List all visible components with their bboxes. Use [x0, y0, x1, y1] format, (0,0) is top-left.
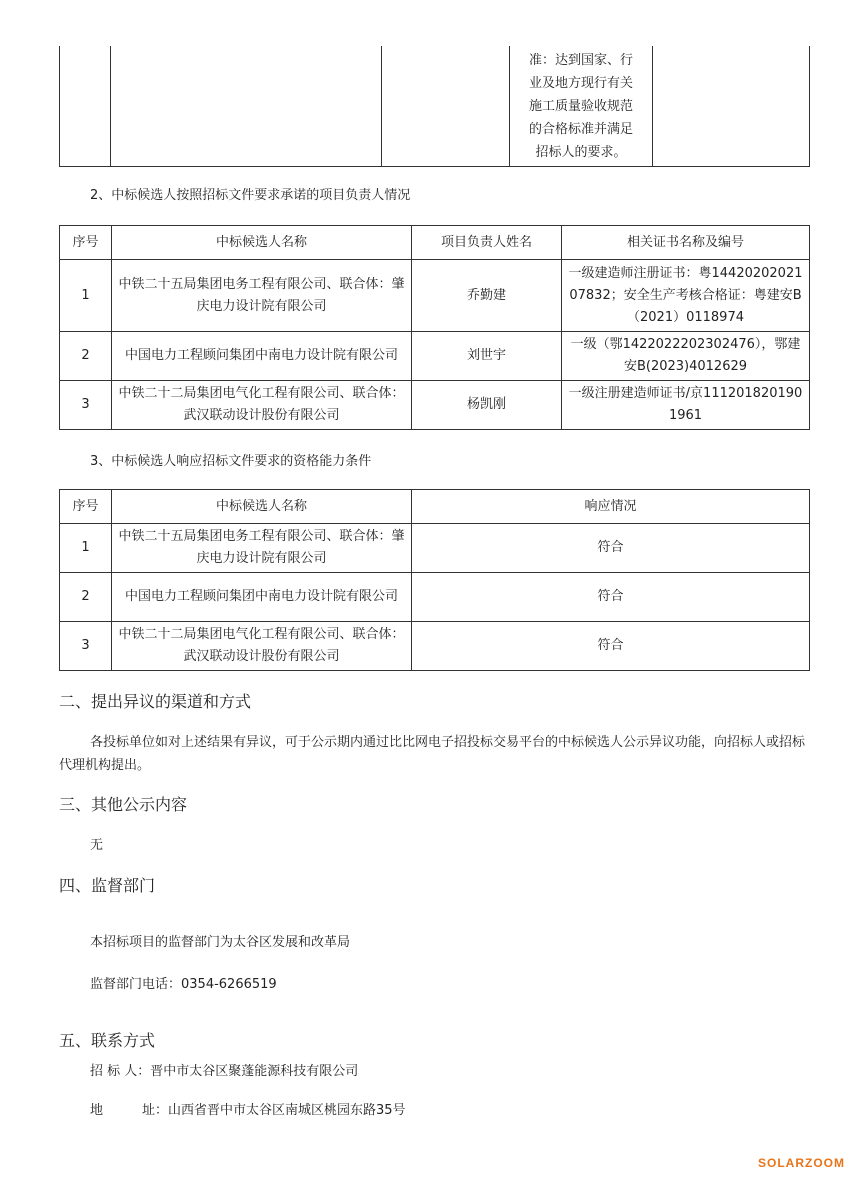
manager-name: 刘世宇 [412, 332, 562, 381]
other-heading: 三、其他公示内容 [59, 795, 188, 814]
contact-address: 地 址：山西省晋中市太谷区南城区桃园东路35号 [90, 1103, 406, 1118]
contact-tenderer: 招 标 人：晋中市太谷区聚蓬能源科技有限公司 [90, 1064, 359, 1079]
other-text: 无 [90, 838, 104, 853]
row-number: 1 [60, 524, 112, 573]
solarzoom-watermark: SOLARZOOM [758, 1156, 845, 1170]
qualification-table [59, 489, 810, 671]
manager-name: 杨凯刚 [412, 381, 562, 430]
response-status: 符合 [412, 524, 810, 573]
criteria-cell [510, 46, 653, 167]
column-header: 序号 [60, 490, 112, 524]
candidate-name: 中国电力工程顾问集团中南电力设计院有限公司 [112, 332, 412, 381]
supervision-dept: 本招标项目的监督部门为太谷区发展和改革局 [90, 935, 351, 950]
candidate-name: 中国电力工程顾问集团中南电力设计院有限公司 [112, 573, 412, 622]
table-cell [60, 46, 111, 167]
contact-heading-cut: 五、联系方式 [59, 1031, 156, 1050]
column-header: 中标候选人名称 [112, 490, 412, 524]
row-number: 2 [60, 573, 112, 622]
response-status: 符合 [412, 622, 810, 671]
objection-text: 各投标单位如对上述结果有异议，可于公示期内通过比比网电子招投标交易平台的中标候选人公示异议功能，向招标人或招标代理机构提出。 [59, 735, 806, 773]
certificate-info: 一级建造师注册证书：粤1442020202107832；安全生产考核合格证：粤建安B（2021）0118974 [562, 260, 810, 332]
row-number: 3 [60, 381, 112, 430]
criteria-line: 施工质量验收规范 [528, 98, 633, 114]
supervision-heading: 四、监督部门 [59, 876, 156, 895]
column-header: 相关证书名称及编号 [562, 226, 810, 260]
table-row [60, 622, 810, 671]
section2-caption: 2、中标候选人按照招标文件要求承诺的项目负责人情况 [90, 188, 411, 203]
table-row [60, 573, 810, 622]
table-row [60, 332, 810, 381]
section3-caption: 3、中标候选人响应招标文件要求的资格能力条件 [90, 454, 372, 469]
criteria-line: 的合格标准并满足 [528, 121, 633, 137]
criteria-line: 招标人的要求。 [535, 144, 627, 160]
row-number: 3 [60, 622, 112, 671]
table-row [60, 524, 810, 573]
row-number: 1 [60, 260, 112, 332]
table-cell [382, 46, 510, 167]
criteria-line: 业及地方现行有关 [528, 75, 633, 91]
criteria-line: 准：达到国家、行 [528, 52, 633, 68]
response-status: 符合 [412, 573, 810, 622]
table-row [60, 260, 810, 332]
candidate-name: 中铁二十五局集团电务工程有限公司、联合体：肇庆电力设计院有限公司 [112, 260, 412, 332]
table-cell [653, 46, 810, 167]
table-row [60, 381, 810, 430]
objection-heading: 二、提出异议的渠道和方式 [59, 692, 252, 711]
column-header: 序号 [60, 226, 112, 260]
manager-table [59, 225, 810, 430]
supervision-phone: 监督部门电话：0354-6266519 [90, 977, 277, 992]
candidate-name: 中铁二十五局集团电务工程有限公司、联合体：肇庆电力设计院有限公司 [112, 524, 412, 573]
continued-table [59, 46, 810, 167]
manager-name: 乔勤建 [412, 260, 562, 332]
column-header: 项目负责人姓名 [412, 226, 562, 260]
candidate-name: 中铁二十二局集团电气化工程有限公司、联合体：武汉联动设计股份有限公司 [112, 381, 412, 430]
row-number: 2 [60, 332, 112, 381]
certificate-info: 一级注册建造师证书/京1112018201901961 [562, 381, 810, 430]
column-header: 中标候选人名称 [112, 226, 412, 260]
table-cell [111, 46, 382, 167]
column-header: 响应情况 [412, 490, 810, 524]
certificate-info: 一级（鄂1422022202302476），鄂建安B(2023)4012629 [562, 332, 810, 381]
candidate-name: 中铁二十二局集团电气化工程有限公司、联合体：武汉联动设计股份有限公司 [112, 622, 412, 671]
